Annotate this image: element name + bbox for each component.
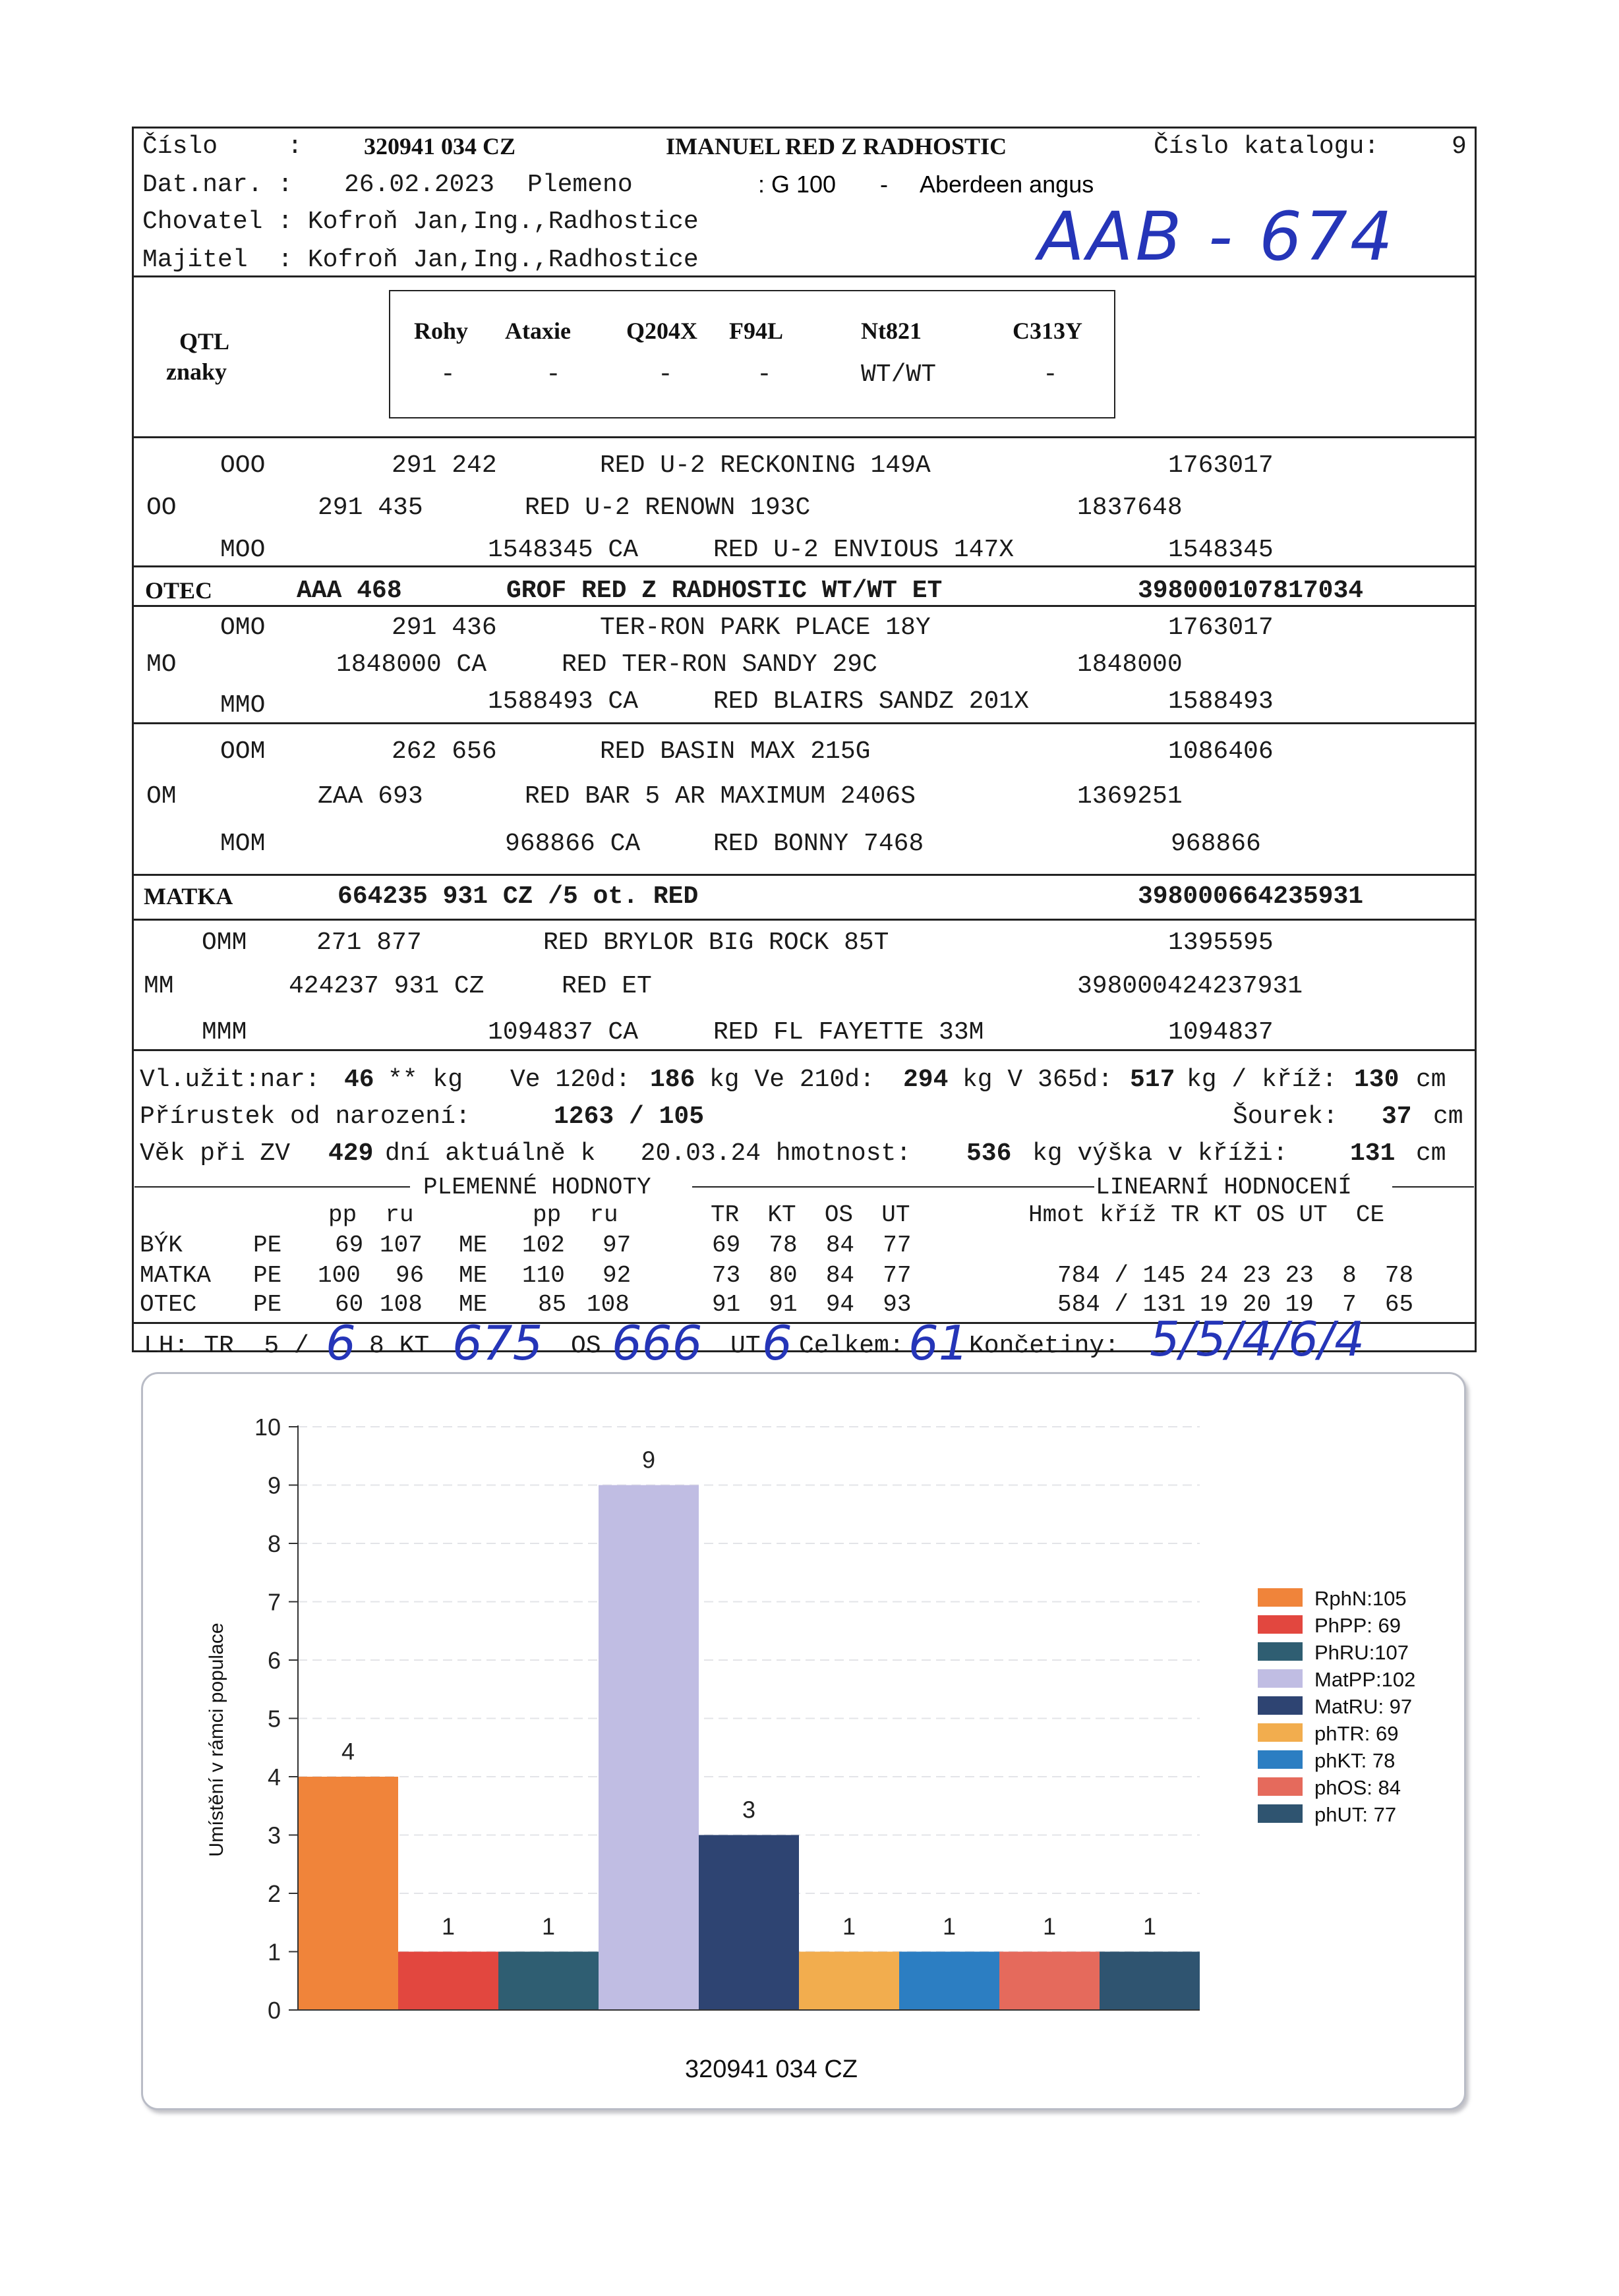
plemeno-code: : G 100 bbox=[758, 171, 837, 198]
lh-koncetiny-label: Končetiny: bbox=[969, 1332, 1120, 1360]
matka-reg: 664235 931 CZ /5 ot. RED bbox=[338, 882, 699, 911]
pedigree-reg: 1094837 CA bbox=[488, 1018, 639, 1047]
divider bbox=[132, 565, 1477, 567]
katalog-label: Číslo katalogu: bbox=[1154, 132, 1380, 161]
lh-kt-text: 8 KT bbox=[369, 1332, 430, 1360]
sourek-value: 37 bbox=[1382, 1103, 1412, 1131]
row-ru: 96 bbox=[396, 1262, 425, 1289]
col-header: pp ru bbox=[533, 1201, 618, 1228]
pedigree-name: RED U-2 ENVIOUS 147X bbox=[713, 536, 1015, 564]
y-tick-label: 0 bbox=[267, 1997, 281, 2024]
sourek-label: Šourek: bbox=[1233, 1103, 1338, 1131]
row-pp2: 102 bbox=[522, 1232, 565, 1259]
vyska-value: 131 bbox=[1350, 1139, 1396, 1168]
row-pe: PE bbox=[253, 1291, 282, 1318]
matka-label: MATKA bbox=[144, 883, 233, 909]
qtl-header: Rohy bbox=[414, 318, 469, 344]
qtl-value: - bbox=[546, 360, 561, 389]
row-linear-extra: 584 / 131 19 20 19 7 65 bbox=[1057, 1291, 1414, 1318]
y-tick-label: 3 bbox=[267, 1822, 281, 1849]
divider bbox=[132, 605, 1477, 607]
hmotnost-value: 536 bbox=[966, 1139, 1012, 1168]
vl-value: 46 bbox=[344, 1066, 374, 1094]
datnar-label: Dat.nar. : bbox=[142, 171, 293, 199]
pedigree-name: RED U-2 RENOWN 193C bbox=[525, 494, 811, 522]
qtl-label-2: znaky bbox=[166, 359, 227, 385]
pedigree-id: 1548345 bbox=[1168, 536, 1274, 564]
pedigree-name: RED BONNY 7468 bbox=[713, 830, 924, 858]
pedigree-reg: 262 656 bbox=[392, 737, 497, 766]
pedigree-reg: 1848000 CA bbox=[336, 650, 487, 679]
qtl-header: Ataxie bbox=[505, 318, 571, 344]
bar-value-label: 1 bbox=[1142, 1912, 1157, 1940]
legend-label: phUT: 77 bbox=[1314, 1803, 1397, 1826]
pedigree-id: 1086406 bbox=[1168, 737, 1274, 766]
qtl-value: - bbox=[757, 360, 772, 389]
row-pp: 60 bbox=[335, 1291, 364, 1318]
y-axis-label: Umístění v rámci populace bbox=[206, 1622, 227, 1857]
divider bbox=[132, 436, 1477, 438]
pedigree-reg: 1548345 CA bbox=[488, 536, 639, 564]
pedigree-id: 398000424237931 bbox=[1077, 972, 1303, 1000]
legend-label: phTR: 69 bbox=[1314, 1722, 1399, 1745]
pedigree-reg: 291 242 bbox=[392, 451, 497, 480]
row-ru: 107 bbox=[380, 1232, 423, 1259]
y-tick-label: 5 bbox=[267, 1705, 281, 1733]
pedigree-id: 1763017 bbox=[1168, 614, 1274, 642]
plemeno-dash: - bbox=[880, 171, 888, 198]
v365-value: 517 bbox=[1130, 1066, 1175, 1094]
pedigree-name: TER-RON PARK PLACE 18Y bbox=[600, 614, 931, 642]
row-me: ME bbox=[459, 1262, 488, 1289]
divider bbox=[132, 1049, 1477, 1051]
pedigree-name: RED BLAIRS SANDZ 201X bbox=[713, 687, 1029, 716]
chovatel: Chovatel : Kofroň Jan,Ing.,Radhostice bbox=[142, 208, 699, 236]
row-pe: PE bbox=[253, 1232, 282, 1259]
otec-reg: AAA 468 bbox=[297, 577, 402, 605]
datnar-value: 26.02.2023 bbox=[344, 171, 495, 199]
lh-ut-text: UT bbox=[730, 1332, 761, 1360]
pedigree-label: OOO bbox=[220, 451, 266, 480]
bar-value-label: 1 bbox=[441, 1912, 456, 1940]
pedigree-label: MO bbox=[146, 650, 177, 679]
pedigree-name: RED TER-RON SANDY 29C bbox=[562, 650, 877, 679]
legend-label: PhPP: 69 bbox=[1314, 1614, 1401, 1637]
breeding-title: PLEMENNÉ HODNOTY bbox=[423, 1174, 651, 1201]
section-rule bbox=[134, 1186, 410, 1188]
katalog-value: 9 bbox=[1452, 132, 1467, 161]
row-ru2: 92 bbox=[603, 1262, 632, 1289]
kriz-value: 130 bbox=[1354, 1066, 1399, 1094]
row-pp2: 110 bbox=[522, 1262, 565, 1289]
pedigree-name: RED BASIN MAX 215G bbox=[600, 737, 871, 766]
sourek-unit: cm bbox=[1433, 1103, 1463, 1131]
prirustek-label: Přírustek od narození: bbox=[140, 1103, 471, 1131]
pedigree-name: RED U-2 RECKONING 149A bbox=[600, 451, 931, 480]
vl-label: Vl.užit:nar: bbox=[140, 1066, 320, 1094]
ve210-value: 294 bbox=[903, 1066, 949, 1094]
qtl-header: F94L bbox=[729, 318, 784, 344]
plemeno-label: Plemeno bbox=[527, 171, 633, 199]
qtl-header: Q204X bbox=[626, 318, 697, 344]
otec-label: OTEC bbox=[145, 577, 213, 604]
section-rule bbox=[692, 1186, 1094, 1188]
lh-celkem-hand: 61 bbox=[908, 1315, 969, 1371]
legend-label: PhRU:107 bbox=[1314, 1641, 1409, 1664]
pedigree-reg: 1588493 CA bbox=[488, 687, 639, 716]
kriz-unit: cm bbox=[1416, 1066, 1446, 1094]
pedigree-name: RED BRYLOR BIG ROCK 85T bbox=[543, 929, 889, 957]
matka-id: 398000664235931 bbox=[1138, 882, 1364, 911]
lh-celkem-label: Celkem: bbox=[799, 1332, 904, 1360]
y-tick-label: 2 bbox=[267, 1880, 281, 1907]
pedigree-id: 1395595 bbox=[1168, 929, 1274, 957]
qtl-value: - bbox=[1043, 360, 1058, 389]
pedigree-name: RED BAR 5 AR MAXIMUM 2406S bbox=[525, 782, 916, 811]
pedigree-reg: 291 436 bbox=[392, 614, 497, 642]
y-tick-label: 1 bbox=[267, 1938, 281, 1966]
pedigree-id: 1369251 bbox=[1077, 782, 1183, 811]
qtl-label: QTL bbox=[179, 328, 230, 355]
y-tick-label: 7 bbox=[267, 1588, 281, 1616]
animal-name: IMANUEL RED Z RADHOSTIC bbox=[666, 133, 1007, 159]
cislo-label: Číslo bbox=[142, 132, 218, 161]
qtl-header: C313Y bbox=[1013, 318, 1082, 344]
vl-unit: ** kg bbox=[388, 1066, 463, 1094]
legend-label: phKT: 78 bbox=[1314, 1749, 1396, 1772]
row-linear-extra: 784 / 145 24 23 23 8 78 bbox=[1057, 1262, 1414, 1289]
ve120-value: 186 bbox=[650, 1066, 695, 1094]
pedigree-id: 1094837 bbox=[1168, 1018, 1274, 1047]
otec-id: 398000107817034 bbox=[1138, 577, 1364, 605]
vek-rest: dní aktuálně k 20.03.24 hmotnost: bbox=[385, 1139, 912, 1168]
bar-value-label: 1 bbox=[541, 1912, 556, 1940]
pedigree-id: 968866 bbox=[1171, 830, 1261, 858]
pedigree-reg: 291 435 bbox=[318, 494, 423, 522]
legend-label: RphN:105 bbox=[1314, 1587, 1407, 1610]
lh-tr-hand: 6 bbox=[326, 1315, 356, 1371]
pedigree-id: 1763017 bbox=[1168, 451, 1274, 480]
vek-value: 429 bbox=[328, 1139, 374, 1168]
qtl-value: - bbox=[440, 360, 456, 389]
pedigree-name: RED FL FAYETTE 33M bbox=[713, 1018, 984, 1047]
pedigree-label: MOO bbox=[220, 536, 266, 564]
row-linear: 91 91 94 93 bbox=[712, 1291, 912, 1318]
lh-os-text: OS bbox=[571, 1332, 601, 1360]
pedigree-id: 1588493 bbox=[1168, 687, 1274, 716]
pedigree-name: RED ET bbox=[562, 972, 652, 1000]
lh-kt-hand: 675 bbox=[452, 1315, 543, 1371]
row-me: ME bbox=[459, 1232, 488, 1259]
pedigree-label: OOM bbox=[220, 737, 266, 766]
vyska-unit: cm bbox=[1416, 1139, 1446, 1168]
qtl-header: Nt821 bbox=[861, 318, 922, 344]
pedigree-label: MM bbox=[144, 972, 174, 1000]
plemeno-value: Aberdeen angus bbox=[920, 171, 1094, 198]
row-ru: 108 bbox=[380, 1291, 423, 1318]
row-ru2: 97 bbox=[603, 1232, 632, 1259]
row-linear: 69 78 84 77 bbox=[712, 1232, 912, 1259]
y-tick-label: 9 bbox=[267, 1472, 281, 1499]
row-pp2: 85 bbox=[538, 1291, 567, 1318]
pedigree-id: 1837648 bbox=[1077, 494, 1183, 522]
legend-label: MatPP:102 bbox=[1314, 1668, 1416, 1691]
y-tick-label: 4 bbox=[267, 1764, 281, 1791]
otec-name: GROF RED Z RADHOSTIC WT/WT ET bbox=[506, 577, 943, 605]
row-pe: PE bbox=[253, 1262, 282, 1289]
prirustek-value: 1263 / 105 bbox=[554, 1103, 705, 1131]
y-tick-label: 10 bbox=[254, 1414, 281, 1441]
majitel: Majitel : Kofroň Jan,Ing.,Radhostice bbox=[142, 246, 699, 274]
bar-value-label: 4 bbox=[341, 1738, 355, 1765]
lh-os-hand: 666 bbox=[612, 1315, 703, 1371]
pedigree-label: MMM bbox=[202, 1018, 247, 1047]
vyska-label: kg výška v kříži: bbox=[1032, 1139, 1288, 1168]
pedigree-reg: ZAA 693 bbox=[318, 782, 423, 811]
bar-value-label: 1 bbox=[942, 1912, 957, 1940]
y-tick-label: 8 bbox=[267, 1530, 281, 1557]
pedigree-id: 1848000 bbox=[1077, 650, 1183, 679]
lh-prefix: LH: TR 5 / bbox=[144, 1332, 309, 1360]
pedigree-reg: 424237 931 CZ bbox=[289, 972, 485, 1000]
y-tick-label: 6 bbox=[267, 1647, 281, 1674]
bar-value-label: 9 bbox=[641, 1446, 656, 1474]
divider bbox=[132, 722, 1477, 724]
v365-label: kg V 365d: bbox=[962, 1066, 1113, 1094]
x-axis-label: 320941 034 CZ bbox=[685, 2055, 858, 2083]
pedigree-label: OMO bbox=[220, 614, 266, 642]
handwritten-code: AAB - 674 bbox=[1038, 198, 1396, 276]
animal-id: 320941 034 CZ bbox=[364, 133, 516, 159]
row-ru2: 108 bbox=[587, 1291, 630, 1318]
divider bbox=[132, 874, 1477, 876]
linear-title: LINEARNÍ HODNOCENÍ bbox=[1096, 1174, 1352, 1201]
pedigree-reg: 271 877 bbox=[316, 929, 422, 957]
section-rule bbox=[1392, 1186, 1474, 1188]
kriz-label: kg / kříž: bbox=[1187, 1066, 1338, 1094]
row-linear: 73 80 84 77 bbox=[712, 1262, 912, 1289]
row-me: ME bbox=[459, 1291, 488, 1318]
lh-ut-hand: 6 bbox=[762, 1315, 792, 1371]
ve120-label: Ve 120d: bbox=[510, 1066, 631, 1094]
colon: : bbox=[287, 132, 303, 161]
qtl-table bbox=[389, 290, 1115, 418]
pedigree-label: OM bbox=[146, 782, 177, 811]
bar-value-label: 1 bbox=[842, 1912, 856, 1940]
vek-label: Věk při ZV bbox=[140, 1139, 291, 1168]
ve210-label: kg Ve 210d: bbox=[709, 1066, 875, 1094]
row-label: OTEC bbox=[140, 1291, 197, 1318]
col-header: pp ru bbox=[328, 1201, 414, 1228]
row-pp: 100 bbox=[318, 1262, 361, 1289]
pedigree-reg: 968866 CA bbox=[505, 830, 641, 858]
pedigree-label: MOM bbox=[220, 830, 266, 858]
qtl-value: - bbox=[658, 360, 673, 389]
bar-value-label: 1 bbox=[1042, 1912, 1057, 1940]
row-label: MATKA bbox=[140, 1262, 212, 1289]
lh-koncetiny-hand: 5/5/4/6/4 bbox=[1150, 1311, 1365, 1367]
pedigree-label: OO bbox=[146, 494, 177, 522]
qtl-value: WT/WT bbox=[861, 360, 937, 389]
pedigree-label: MMO bbox=[220, 691, 266, 720]
legend-label: phOS: 84 bbox=[1314, 1776, 1401, 1799]
row-pp: 69 bbox=[335, 1232, 364, 1259]
row-label: BÝK bbox=[140, 1232, 183, 1259]
pedigree-label: OMM bbox=[202, 929, 247, 957]
bar-value-label: 3 bbox=[742, 1796, 756, 1823]
legend-label: MatRU: 97 bbox=[1314, 1695, 1413, 1718]
col-header: Hmot kříž TR KT OS UT CE bbox=[1028, 1201, 1385, 1228]
divider bbox=[132, 919, 1477, 921]
col-header: TR KT OS UT bbox=[711, 1201, 910, 1228]
chart-panel bbox=[141, 1372, 1466, 2110]
